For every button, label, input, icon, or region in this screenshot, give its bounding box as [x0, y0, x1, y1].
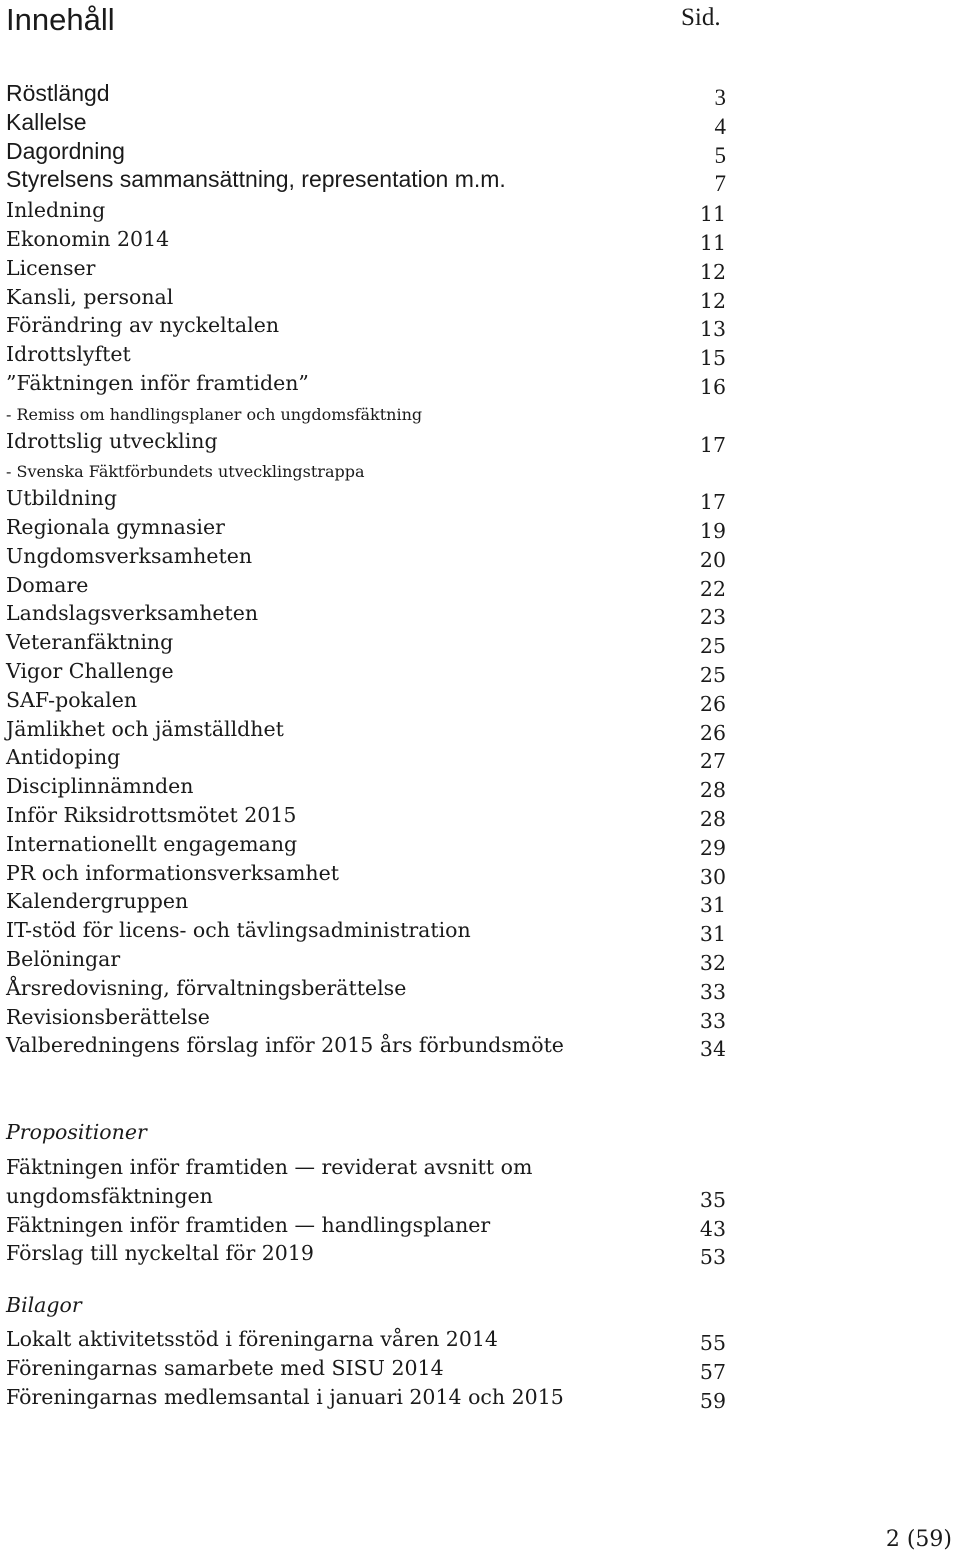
- entry-page-number: 20: [699, 547, 726, 572]
- entry-label: Kalendergruppen: [6, 889, 189, 914]
- footer-page-number: 2 (59): [885, 1527, 952, 1552]
- entry-label: Årsredovisning, förvaltningsberättelse: [6, 975, 407, 1000]
- toc-entry: [6, 740, 736, 774]
- entry-label: Inledning: [6, 198, 106, 223]
- toc-entry: [6, 280, 736, 313]
- entry-label: Regionala gymnasier: [6, 515, 225, 539]
- toc-entry: [6, 251, 736, 284]
- bilaga-entry: [6, 1380, 736, 1413]
- toc-entry: [6, 596, 736, 630]
- toc-entry: [6, 222, 736, 255]
- entry-label: Idrottslig utveckling: [6, 428, 218, 453]
- entry-label: IT-stöd för licens- och tävlingsadministration: [6, 918, 471, 943]
- entry-label: Idrottslyftet: [6, 342, 131, 367]
- entry-label: Internationellt engagemang: [6, 831, 298, 856]
- entry-label: Fäktningen inför framtiden — handlingsplaner: [6, 1212, 491, 1237]
- entry-page-number: 25: [699, 634, 726, 659]
- entry-label: Valberedningens förslag inför 2015 års förbundsmöte: [6, 1033, 564, 1058]
- entry-label: Ekonomin 2014: [6, 227, 170, 251]
- entry-page-number: 33: [699, 979, 726, 1004]
- toc-entry: [6, 568, 736, 601]
- toc-entry: [6, 769, 736, 803]
- entry-label: ”Fäktningen inför framtiden”: [6, 371, 309, 395]
- entry-page-number: 15: [699, 346, 726, 371]
- entry-page-number: 28: [699, 778, 726, 803]
- entry-page-number: 28: [699, 807, 726, 831]
- entry-page-number: 4: [714, 113, 726, 139]
- entry-label: Röstlängd: [6, 80, 110, 106]
- toc-entry: [6, 424, 736, 457]
- entry-page-number: 59: [699, 1388, 726, 1413]
- page-column-label: Sid.: [681, 4, 721, 31]
- entry-label: Belöningar: [6, 947, 121, 971]
- toc-entry: [6, 913, 736, 947]
- toc-entry: [6, 827, 736, 860]
- toc-entry: [6, 625, 736, 659]
- entry-page-number: 26: [699, 720, 726, 745]
- toc-entry: [6, 308, 736, 342]
- entry-label: PR och informationsverksamhet: [6, 860, 339, 885]
- entry-label: Fäktningen inför framtiden — reviderat avsnitt om: [6, 1155, 533, 1179]
- toc-entry: [6, 654, 736, 687]
- entry-page-number: 5: [714, 142, 726, 168]
- entry-page-number: 16: [699, 375, 726, 399]
- entry-page-number: 17: [699, 490, 726, 515]
- entry-label: Lokalt aktivitetsstöd i föreningarna våren 2014: [6, 1327, 498, 1351]
- bilaga-entry: [6, 1322, 736, 1355]
- proposition-entry: [6, 1150, 736, 1179]
- toc-entry: [6, 856, 736, 889]
- propositioner-heading: Propositioner: [6, 1120, 147, 1144]
- entry-page-number: 25: [699, 663, 726, 687]
- entry-label: Kansli, personal: [6, 284, 174, 309]
- entry-label: Jämlikhet och jämställdhet: [6, 716, 284, 741]
- entry-label: Disciplinnämnden: [6, 774, 194, 799]
- entry-page-number: 11: [699, 202, 726, 227]
- toc-entry: [6, 798, 736, 831]
- toc-entry: [6, 942, 736, 975]
- toc-entry: [6, 366, 736, 399]
- toc-entry: [6, 395, 736, 424]
- entry-page-number: 13: [699, 317, 726, 342]
- entry-label: Antidoping: [6, 745, 121, 770]
- proposition-entry: [6, 1208, 736, 1241]
- entry-label: Domare: [6, 572, 89, 597]
- entry-page-number: 3: [714, 85, 726, 110]
- toc-entry: [6, 971, 736, 1004]
- entry-page-number: 27: [699, 749, 726, 774]
- entry-label: Föreningarnas samarbete med SISU 2014: [6, 1355, 444, 1380]
- entry-page-number: 23: [699, 605, 726, 630]
- entry-page-number: 22: [699, 576, 726, 601]
- toc-entry: [6, 712, 736, 745]
- page-title: Innehåll: [6, 2, 115, 37]
- toc-entry: [6, 539, 736, 572]
- entry-label: - Svenska Fäktförbundets utvecklingstrappa: [6, 462, 365, 482]
- toc-entry: [6, 136, 736, 168]
- entry-page-number: 30: [699, 864, 726, 889]
- entry-page-number: 26: [699, 691, 726, 716]
- entry-label: Ungdomsverksamheten: [6, 543, 253, 568]
- entry-label: - Remiss om handlingsplaner och ungdomsfäktning: [6, 404, 423, 424]
- entry-page-number: 31: [699, 922, 726, 947]
- entry-page-number: 53: [699, 1245, 726, 1270]
- entry-page-number: 11: [699, 231, 726, 255]
- entry-label: Kallelse: [6, 108, 87, 135]
- entry-label: Förslag till nyckeltal för 2019: [6, 1241, 314, 1266]
- entry-page-number: 34: [699, 1037, 726, 1062]
- toc-entry: [6, 164, 736, 197]
- entry-page-number: 17: [699, 432, 726, 457]
- entry-page-number: 12: [699, 259, 726, 284]
- toc-entry: [6, 683, 736, 716]
- toc-entry: [6, 78, 736, 110]
- entry-page-number: 31: [699, 893, 726, 918]
- entry-page-number: 12: [699, 288, 726, 313]
- toc-entry: [6, 452, 736, 481]
- toc-entry: [6, 337, 736, 371]
- entry-page-number: 19: [699, 519, 726, 543]
- entry-label: Styrelsens sammansättning, representation m.m.: [6, 166, 506, 193]
- entry-label: Inför Riksidrottsmötet 2015: [6, 803, 297, 827]
- entry-label: Utbildning: [6, 486, 117, 511]
- entry-page-number: 43: [699, 1216, 726, 1241]
- entry-label: Veteranfäktning: [6, 630, 174, 655]
- entry-label: Revisionsberättelse: [6, 1004, 210, 1029]
- entry-page-number: 55: [699, 1331, 726, 1355]
- entry-label: Dagordning: [6, 137, 125, 164]
- entry-page-number: 7: [714, 171, 726, 197]
- toc-entry: [6, 510, 736, 543]
- toc-entry: [6, 1028, 736, 1062]
- proposition-entry: [6, 1236, 736, 1270]
- toc-entry: [6, 193, 736, 227]
- entry-label: Landslagsverksamheten: [6, 601, 259, 626]
- entry-page-number: 29: [699, 835, 726, 860]
- entry-label: Vigor Challenge: [6, 659, 174, 683]
- entry-page-number: 35: [699, 1187, 726, 1212]
- entry-label: Förändring av nyckeltalen: [6, 313, 280, 338]
- entry-page-number: 32: [699, 951, 726, 975]
- entry-label: Licenser: [6, 255, 96, 280]
- bilagor-heading: Bilagor: [6, 1293, 82, 1317]
- entry-label: SAF-pokalen: [6, 687, 138, 712]
- toc-entry: [6, 1000, 736, 1033]
- entry-page-number: 33: [699, 1008, 726, 1033]
- entry-page-number: 57: [699, 1359, 726, 1384]
- toc-entry: [6, 107, 736, 139]
- toc-entry: [6, 884, 736, 918]
- bilaga-entry: [6, 1351, 736, 1384]
- entry-label: ungdomsfäktningen: [6, 1183, 213, 1208]
- proposition-entry: [6, 1179, 736, 1212]
- entry-label: Föreningarnas medlemsantal i januari 2014 och 2015: [6, 1384, 564, 1409]
- toc-entry: [6, 481, 736, 515]
